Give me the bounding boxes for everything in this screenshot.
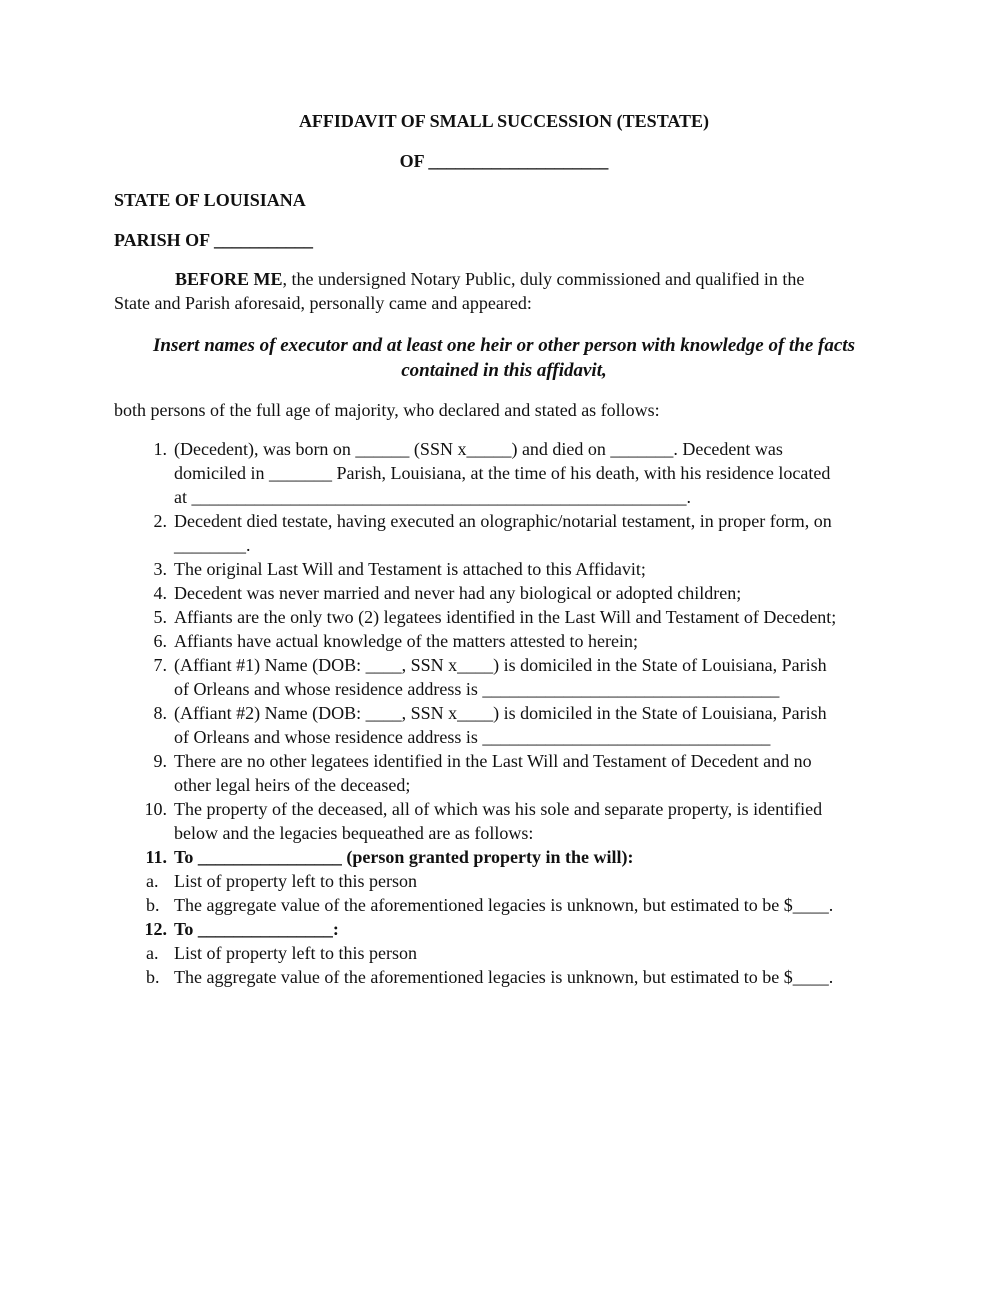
list-item [114, 557, 904, 581]
list-number: 12. [144, 919, 167, 939]
list-number: 3. [153, 559, 167, 579]
state-heading: STATE OF LOUISIANA [114, 190, 306, 210]
insert-instruction [100, 333, 908, 383]
list-number: 2. [153, 511, 167, 531]
list-number: 9. [153, 751, 167, 771]
list-item-line: (Affiant #2) Name (DOB: ____, SSN x____) is domiciled in the State of Louisiana, Parish [174, 703, 827, 723]
list-item [114, 653, 904, 701]
list-letter: b. [146, 895, 160, 915]
list-item-line: other legal heirs of the deceased; [174, 775, 411, 795]
legacy-subitem [114, 965, 904, 989]
legacy-item [114, 845, 904, 869]
declaration-intro: both persons of the full age of majority, who declared and stated as follows: [114, 400, 660, 420]
before-me-text-continued: State and Parish aforesaid, personally came and appeared: [114, 293, 532, 313]
list-item-line: Decedent died testate, having executed an olographic/notarial testament, in proper form, on [174, 511, 832, 531]
list-item [114, 581, 904, 605]
list-item-line: The original Last Will and Testament is attached to this Affidavit; [174, 559, 646, 579]
list-item-line: of Orleans and whose residence address is ________________________________ [174, 727, 771, 747]
list-item-line: Decedent was never married and never had any biological or adopted children; [174, 583, 742, 603]
list-item [114, 509, 904, 557]
list-item [114, 437, 904, 509]
parish-heading: PARISH OF ___________ [114, 230, 314, 250]
list-letter: a. [146, 871, 159, 891]
list-item-line: There are no other legatees identified in the Last Will and Testament of Decedent and no [174, 751, 812, 771]
legacy-subitem-text: List of property left to this person [174, 871, 417, 891]
legacy-subitem [114, 869, 904, 893]
list-item-line: (Affiant #1) Name (DOB: ____, SSN x____) is domiciled in the State of Louisiana, Parish [174, 655, 827, 675]
list-letter: b. [146, 967, 160, 987]
legacy-heading: To ________________ (person granted property in the will): [174, 847, 634, 867]
insert-instruction-line: contained in this affidavit, [401, 360, 607, 381]
list-number: 1. [153, 439, 167, 459]
legacy-item [114, 917, 904, 941]
list-item [114, 797, 904, 845]
list-item [114, 701, 904, 749]
list-number: 6. [153, 631, 167, 651]
document-title: AFFIDAVIT OF SMALL SUCCESSION (TESTATE) [298, 111, 710, 131]
list-number: 11. [145, 847, 167, 867]
list-number: 4. [153, 583, 167, 603]
list-number: 7. [153, 655, 167, 675]
list-number: 8. [153, 703, 167, 723]
list-number: 5. [153, 607, 167, 627]
legacy-subitem [114, 941, 904, 965]
list-item [114, 629, 904, 653]
insert-instruction-line: Insert names of executor and at least one heir or other person with knowledge of the facts [153, 335, 855, 356]
before-me-label: BEFORE ME [175, 269, 283, 289]
legacy-subitem-text: The aggregate value of the aforementioned legacies is unknown, but estimated to be $____. [174, 895, 834, 915]
list-item-line: below and the legacies bequeathed are as follows: [174, 823, 534, 843]
list-item-line: ________. [174, 535, 251, 555]
legacy-heading: To _______________: [174, 919, 339, 939]
list-item [114, 749, 904, 797]
list-number: 10. [144, 799, 167, 819]
list-item-line: (Decedent), was born on ______ (SSN x_____) and died on _______. Decedent was [174, 439, 783, 459]
list-item-line: domiciled in _______ Parish, Louisiana, at the time of his death, with his residence located [174, 463, 831, 483]
list-item [114, 605, 904, 629]
legacy-subitem-text: List of property left to this person [174, 943, 417, 963]
list-item-line: Affiants are the only two (2) legatees identified in the Last Will and Testament of Decedent; [174, 607, 837, 627]
list-item-line: The property of the deceased, all of which was his sole and separate property, is identified [174, 799, 823, 819]
affidavit-list [114, 437, 904, 989]
decedent-name-line: OF ____________________ [399, 151, 609, 171]
list-item-line: Affiants have actual knowledge of the matters attested to herein; [174, 631, 639, 651]
legacy-subitem [114, 893, 904, 917]
before-me-paragraph [114, 267, 894, 315]
legacy-subitem-text: The aggregate value of the aforementioned legacies is unknown, but estimated to be $____. [174, 967, 834, 987]
list-item-line: at _______________________________________________________. [174, 487, 691, 507]
list-item-line: of Orleans and whose residence address is _________________________________ [174, 679, 780, 699]
before-me-text: , the undersigned Notary Public, duly commissioned and qualified in the [282, 269, 805, 289]
list-letter: a. [146, 943, 159, 963]
